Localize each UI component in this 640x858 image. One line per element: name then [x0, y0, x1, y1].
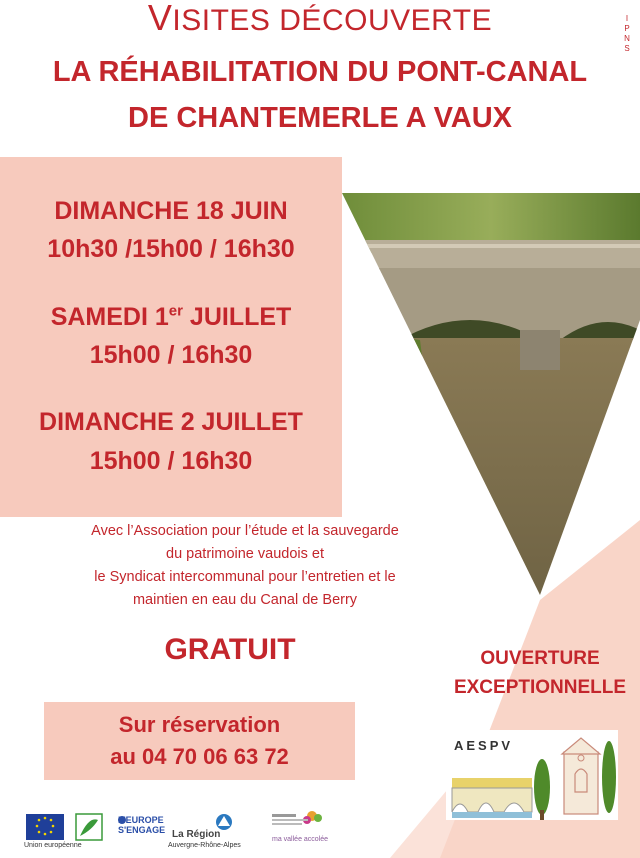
assoc-line-1: Avec l’Association pour l’étude et la sauvegarde — [91, 523, 399, 539]
title-line-1: LA RÉHABILITATION DU PONT-CANAL — [52, 56, 588, 88]
europe-engage-logo — [118, 815, 165, 835]
schedule-day-2: SAMEDI 1er JUILLET — [50, 302, 292, 331]
europe-line-2: S'ENGAGE — [118, 825, 166, 835]
europe-line-1: L'EUROPE — [118, 815, 164, 825]
schedule-day-1: DIMANCHE 18 JUIN — [54, 197, 288, 225]
gratuit-label: GRATUIT — [164, 633, 296, 666]
assoc-line-4: maintien en eau du Canal de Berry — [132, 592, 358, 608]
reservation-phone: au 04 70 06 63 72 — [110, 744, 289, 769]
reservation-box — [44, 702, 355, 780]
eu-caption: Union européenne — [24, 842, 82, 849]
schedule-times-3: 15h00 / 16h30 — [89, 447, 253, 475]
aespv-label: AESPV — [454, 738, 514, 753]
region-name: La Région — [172, 829, 221, 840]
ouverture-line-1: OUVERTURE — [480, 648, 600, 669]
heading-visites: VISITES DÉCOUVERTE — [147, 0, 493, 38]
schedule-day-3: DIMANCHE 2 JUILLET — [39, 408, 303, 436]
ouverture-line-2: EXCEPTIONNELLE — [453, 677, 627, 698]
schedule-times-1: 10h30 /15h00 / 16h30 — [47, 235, 295, 263]
title-line-2: DE CHANTEMERLE A VAUX — [128, 102, 512, 134]
region-sub: Auvergne-Rhône-Alpes — [168, 842, 241, 849]
assoc-line-3: le Syndicat intercommunal pour l’entretien et le — [94, 569, 396, 585]
reservation-line-1: Sur réservation — [118, 712, 281, 737]
payeur-text: ma vallée accolée — [272, 836, 329, 843]
ipns-mark: I P N S — [624, 14, 630, 53]
assoc-line-2: du patrimoine vaudois et — [166, 546, 324, 562]
association-text — [30, 520, 460, 612]
schedule-times-2: 15h00 / 16h30 — [89, 341, 253, 369]
ouverture-exceptionnelle — [440, 644, 640, 702]
